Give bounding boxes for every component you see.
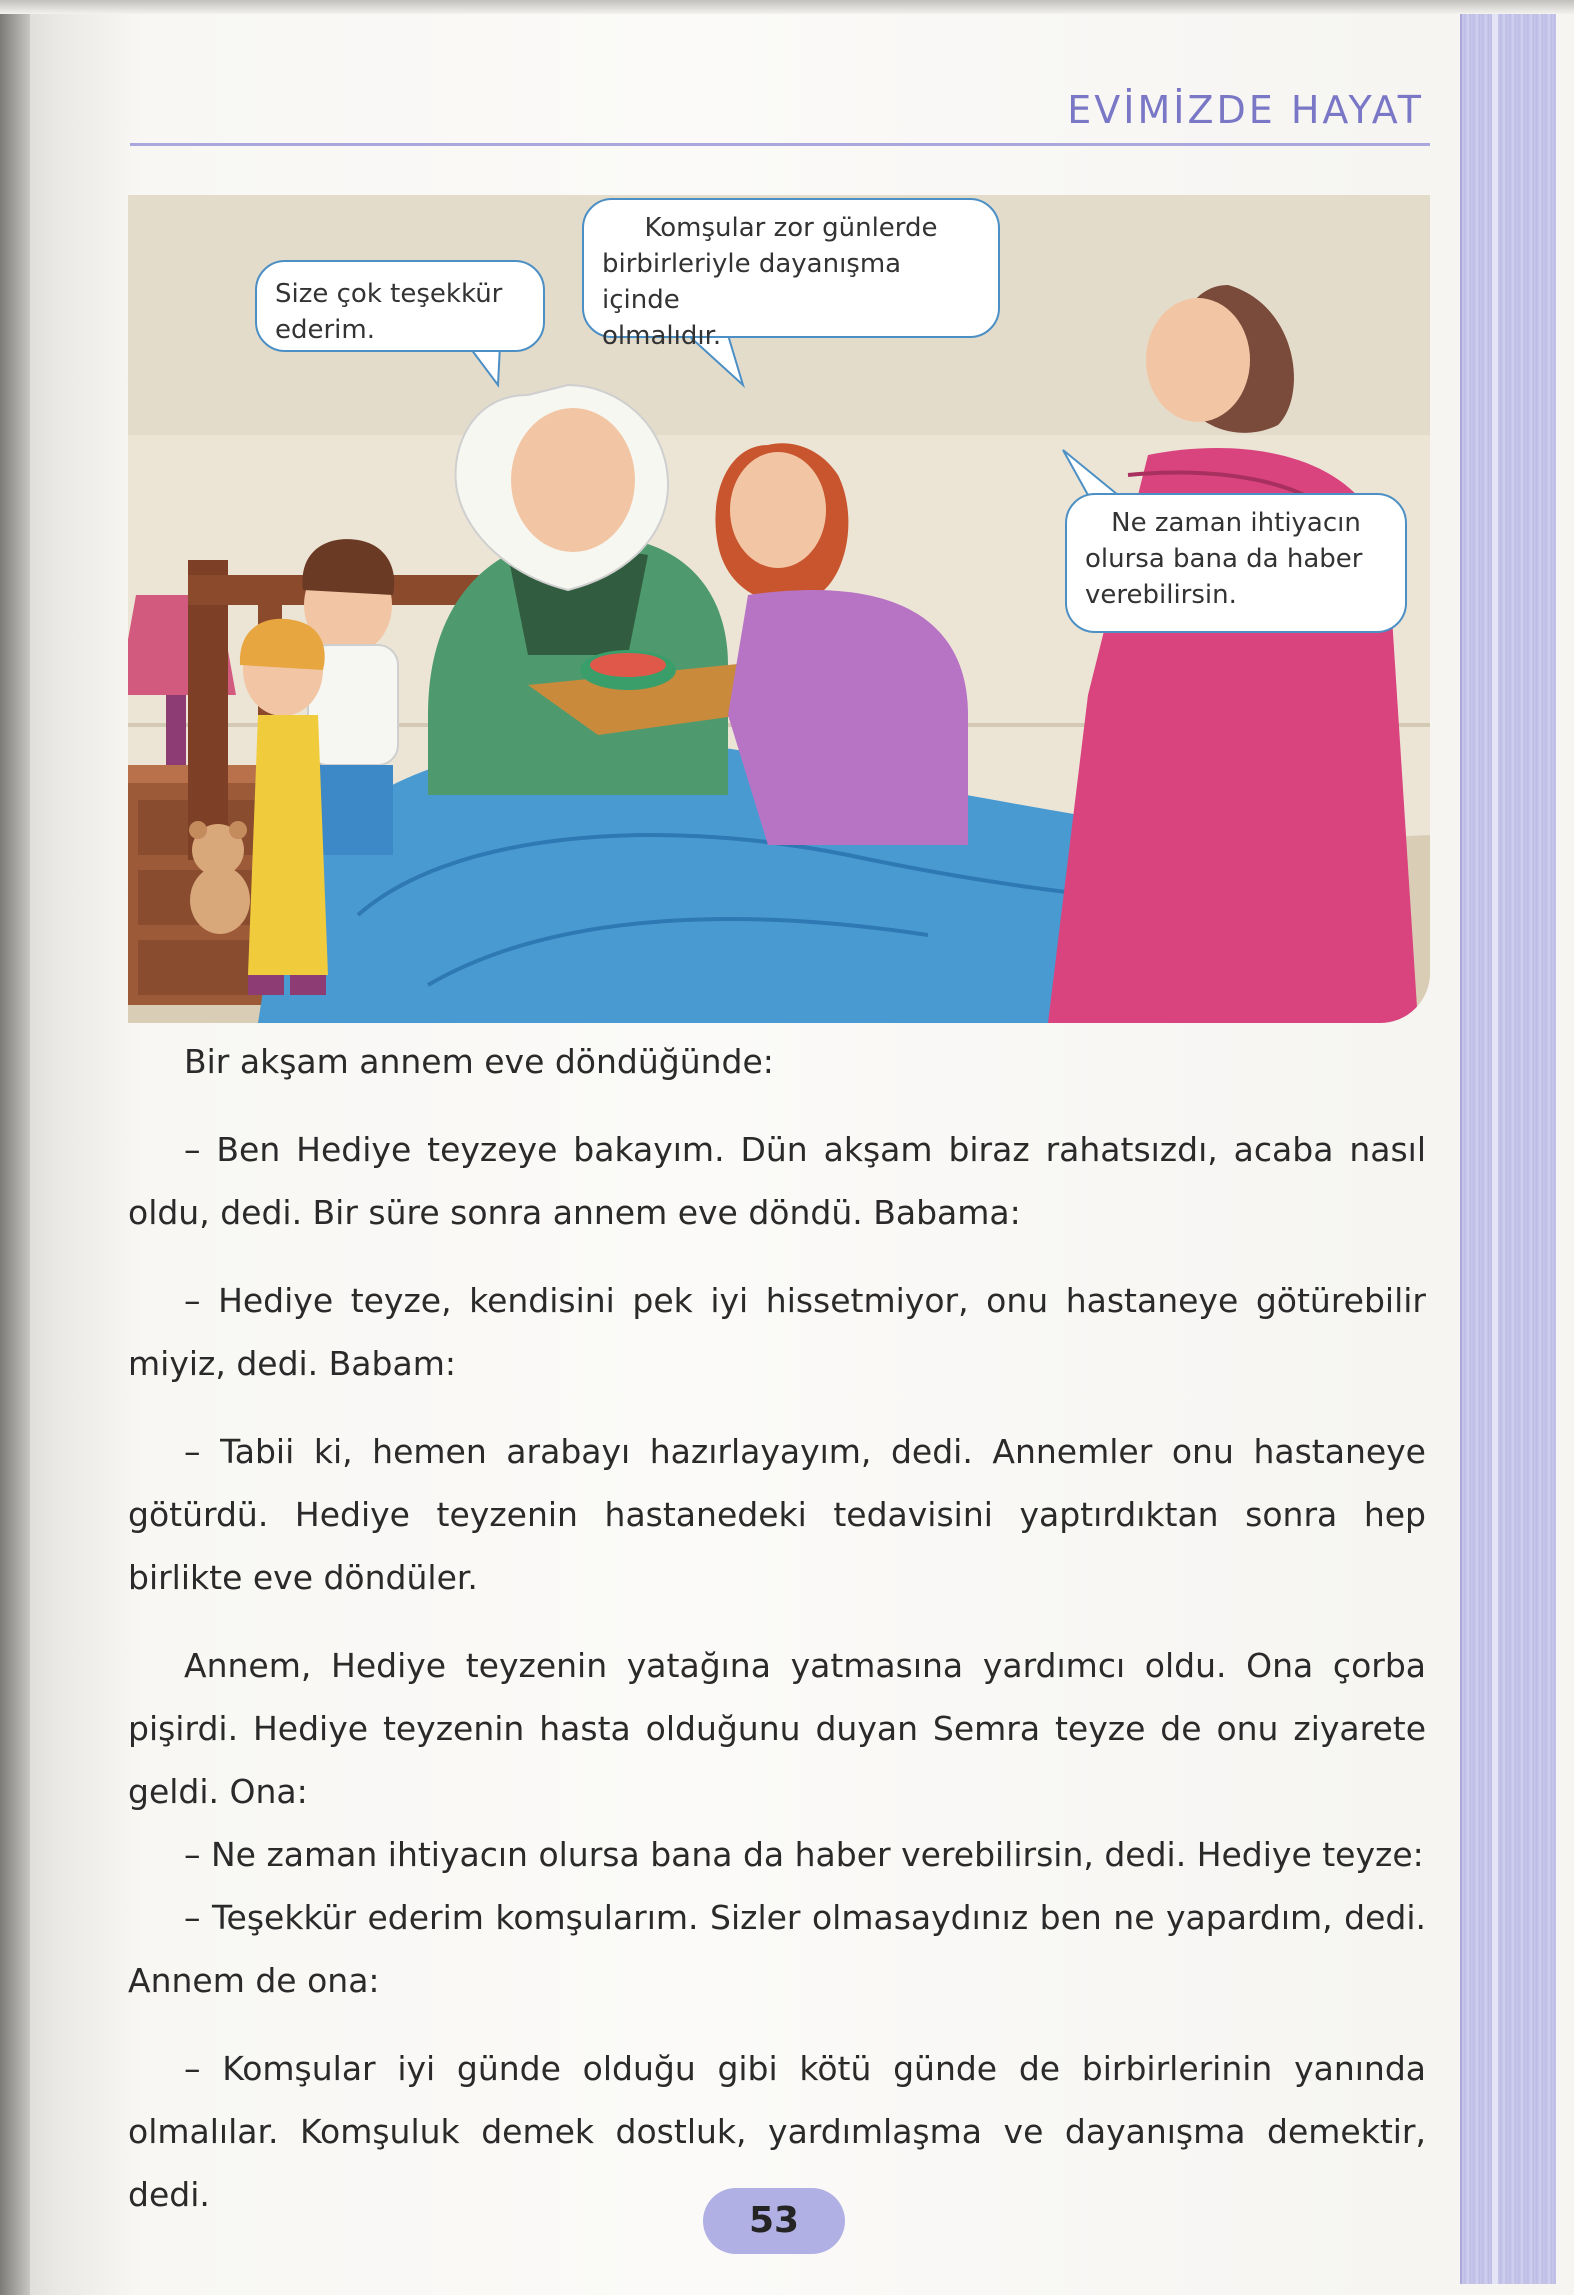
paragraph: – Hediye teyze, kendisini pek iyi hissetmiyor, onu hastaneye götürebilir miyiz, dedi. Babam: xyxy=(128,1281,1426,1383)
paragraph: – Ne zaman ihtiyacın olursa bana da haber verebilirsin, dedi. Hediye teyze: xyxy=(184,1835,1424,1874)
bubble-line: birbirleriyle dayanışma içinde xyxy=(602,249,902,315)
bubble-line: olmalıdır. xyxy=(602,321,722,351)
bubble-line: Size çok teşekkür xyxy=(275,279,503,309)
bubble-line: ederim. xyxy=(275,315,376,345)
section-title: EVİMİZDE HAYAT xyxy=(1067,88,1424,132)
speech-bubble-neighbor xyxy=(1065,493,1407,633)
binding-shadow xyxy=(0,0,30,2295)
paragraph: Bir akşam annem eve döndüğünde: xyxy=(184,1042,774,1081)
header-rule xyxy=(130,143,1430,146)
paragraph: Annem, Hediye teyzenin yatağına yatmasına yardımcı oldu. Ona çorba pişirdi. Hediye teyzenin hasta olduğunu duyan Semra teyze de onu ziyarete geldi. Ona: xyxy=(128,1646,1426,1811)
paragraph: – Teşekkür ederim komşularım. Sizler olmasaydınız ben ne yapardım, dedi. Annem de ona: xyxy=(128,1898,1426,2000)
paragraph: – Ben Hediye teyzeye bakayım. Dün akşam biraz rahatsızdı, acaba nasıl oldu, dedi. Bir süre sonra annem eve döndü. Babama: xyxy=(128,1130,1426,1232)
teddy-bear-icon xyxy=(189,821,250,934)
paragraph: – Komşular iyi günde olduğu gibi kötü günde de birbirlerinin yanında olmalılar. Komşuluk demek dostluk, yardımlaşma ve dayanışma demektir, dedi. xyxy=(128,2049,1426,2214)
speech-bubble-mother xyxy=(582,198,1000,351)
bubble-line: Komşular zor günlerde xyxy=(644,213,938,243)
right-binding-strip xyxy=(1460,14,1556,2284)
page-number: 53 xyxy=(703,2188,845,2254)
bubble-line: Ne zaman ihtiyacın xyxy=(1111,508,1361,538)
bubble-line: verebilirsin. xyxy=(1085,580,1237,610)
bubble-line: olursa bana da haber xyxy=(1085,544,1363,574)
paragraph: – Tabii ki, hemen arabayı hazırlayayım, dedi. Annemler onu hastaneye götürdü. Hediye teyzenin hastanedeki tedavisini yaptırdıktan sonra hep birlikte eve döndüler. xyxy=(128,1432,1426,1597)
speech-bubble-grandmother xyxy=(255,260,545,352)
story-text xyxy=(128,1030,1426,2226)
top-shadow xyxy=(0,0,1574,14)
